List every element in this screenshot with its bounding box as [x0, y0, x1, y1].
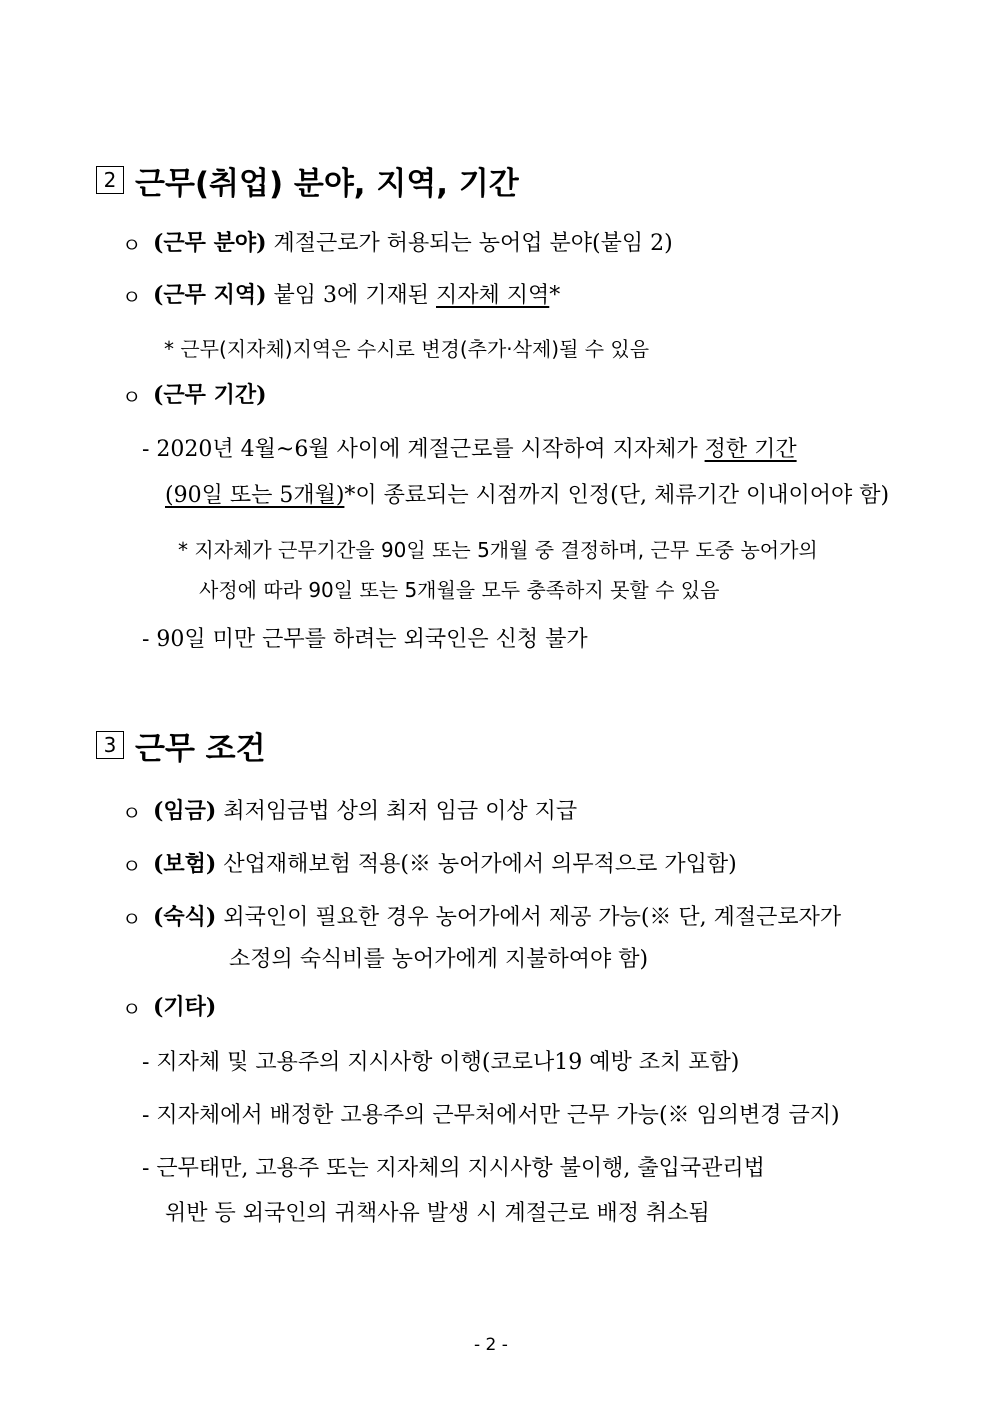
item-text: 최저임금법 상의 최저 임금 이상 지급 — [223, 799, 578, 824]
item-label: (근무 분야) — [153, 230, 267, 256]
sub-item-continuation: 위반 등 외국인의 귀책사유 발생 시 계절근로 배정 취소됨 — [165, 1201, 710, 1226]
item-label: (근무 지역) — [153, 282, 267, 308]
item-label: (근무 기간) — [153, 382, 267, 408]
item-label: (기타) — [153, 994, 217, 1020]
item-text: 붙임 3에 기재된 — [273, 283, 436, 308]
list-item — [153, 847, 737, 878]
list-item — [153, 226, 673, 257]
bullet-icon: ㅇ — [122, 854, 142, 878]
item-text: 계절근로가 허용되는 농어업 분야(붙임 2) — [273, 231, 673, 256]
sub-item: - 90일 미만 근무를 하려는 외국인은 신청 불가 — [142, 627, 588, 652]
page-number: - 2 - — [474, 1335, 508, 1355]
section-number: 2 — [103, 168, 117, 192]
sub-item: - 지자체에서 배정한 고용주의 근무처에서만 근무 가능(※ 임의변경 금지) — [142, 1103, 840, 1128]
bullet-icon: ㅇ — [122, 233, 142, 257]
footnote: * 근무(지자체)지역은 수시로 변경(추가·삭제)될 수 있음 — [164, 337, 650, 361]
bullet-icon: ㅇ — [122, 801, 142, 825]
footnote-mark: * — [549, 283, 561, 308]
bullet-icon: ㅇ — [122, 997, 142, 1021]
list-item — [153, 278, 560, 309]
footnote-continuation: 사정에 따라 90일 또는 5개월을 모두 충족하지 못할 수 있음 — [199, 578, 720, 602]
sub-item: - 지자체 및 고용주의 지시사항 이행(코로나19 예방 조치 포함) — [142, 1050, 740, 1075]
item-label: (보험) — [153, 851, 217, 877]
underlined-text: 정한 기간 — [704, 437, 797, 462]
sub-item — [142, 432, 797, 463]
sub-item-text: *이 종료되는 시점까지 인정(단, 체류기간 이내이어야 함) — [344, 483, 890, 508]
section-number-box — [96, 166, 124, 194]
section-title: 근무 조건 — [135, 731, 266, 767]
bullet-icon: ㅇ — [122, 385, 142, 409]
sub-item: - 근무태만, 고용주 또는 지자체의 지시사항 불이행, 출입국관리법 — [142, 1156, 765, 1181]
section-title: 근무(취업) 분야, 지역, 기간 — [135, 166, 519, 202]
bullet-icon: ㅇ — [122, 285, 142, 309]
section-number: 3 — [103, 733, 117, 757]
bullet-icon: ㅇ — [122, 907, 142, 931]
sub-item-text: - 2020년 4월~6월 사이에 계절근로를 시작하여 지자체가 — [142, 437, 705, 462]
item-text: 산업재해보험 적용(※ 농어가에서 의무적으로 가입함) — [223, 852, 737, 877]
item-label: (임금) — [153, 798, 217, 824]
list-item — [153, 794, 577, 825]
underlined-text: 지자체 지역 — [436, 283, 550, 308]
item-continuation: 소정의 숙식비를 농어가에게 지불하여야 함) — [229, 947, 649, 972]
item-text: 외국인이 필요한 경우 농어가에서 제공 가능(※ 단, 계절근로자가 — [223, 905, 842, 930]
underlined-text: (90일 또는 5개월) — [165, 483, 345, 508]
sub-item-continuation — [165, 478, 889, 509]
footnote: * 지자체가 근무기간을 90일 또는 5개월 중 결정하며, 근무 도중 농어가의 — [178, 538, 818, 562]
section-number-box — [96, 731, 124, 759]
item-label: (숙식) — [153, 904, 217, 930]
list-item — [153, 900, 841, 931]
